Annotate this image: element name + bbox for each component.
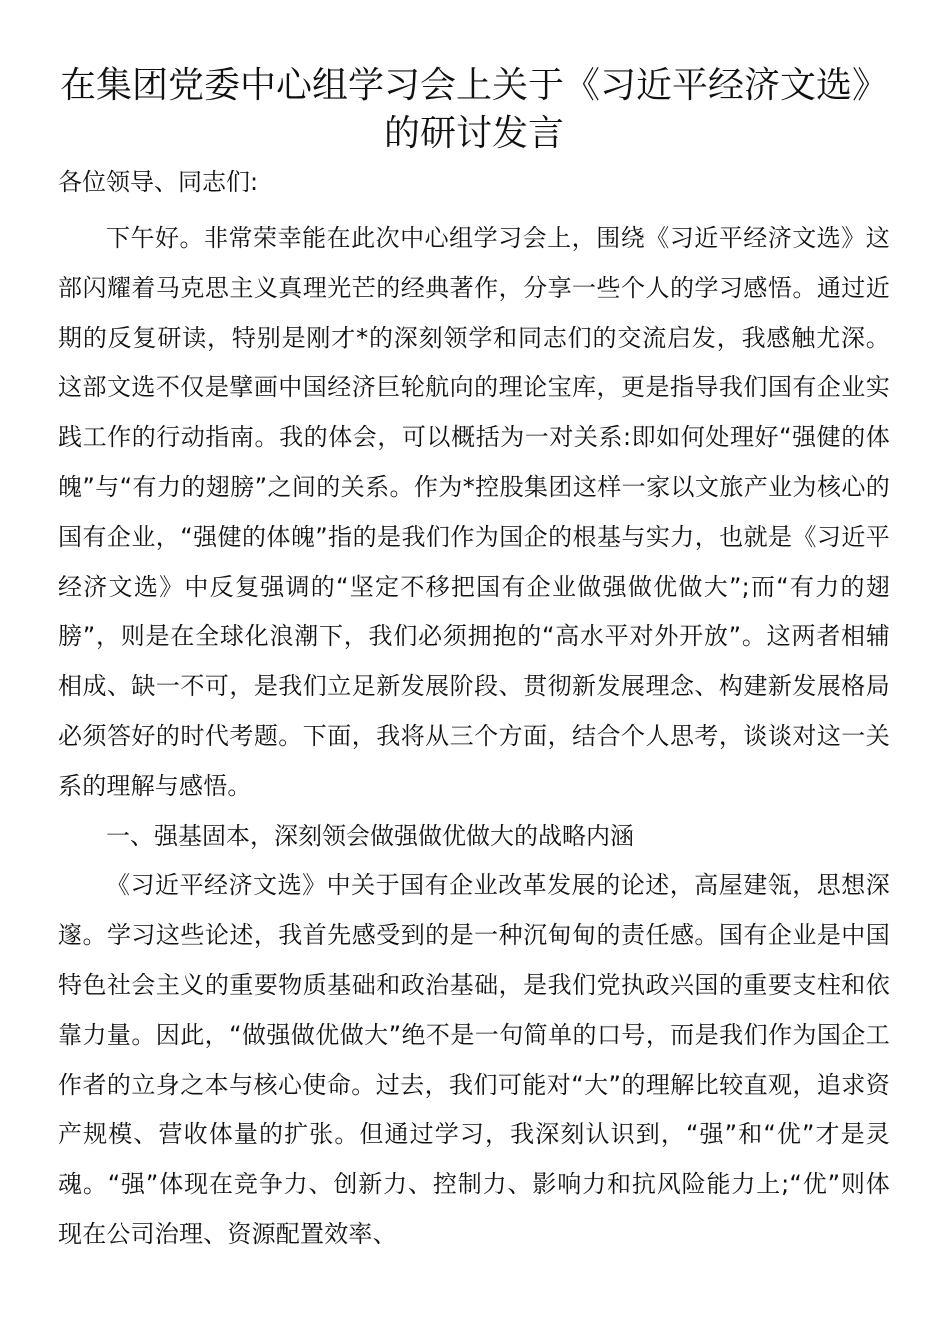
opening-paragraph: 下午好。非常荣幸能在此次中心组学习会上，围绕《习近平经济文选》这部闪耀着马克思主义真理光芒的经典著作，分享一些个人的学习感悟。通过近期的反复研读，特别是刚才*的深刻领学和同志们的交流启发，我感触尤深。这部文选不仅是擘画中国经济巨轮航向的理论宝库，更是指导我们国有企业实践工作的行动指南。我的体会，可以概括为一对关系:即如何处理好“强健的体魄”与“有力的翅膀”之间的关系。作为*控股集团这样一家以文旅产业为核心的国有企业，“强健的体魄”指的是我们作为国企的根基与实力，也就是《习近平经济文选》中反复强调的“坚定不移把国有企业做强做优做大”;而“有力的翅膀”，则是在全球化浪潮下，我们必须拥抱的“高水平对外开放”。这两者相辅相成、缺一不可，是我们立足新发展阶段、贯彻新发展理念、构建新发展格局必须答好的时代考题。下面，我将从三个方面，结合个人思考，谈谈对这一关系的理解与感悟。 [58,224,890,800]
salutation: 各位领导、同志们: [58,168,259,196]
section-1-heading: 一、强基固本，深刻领会做强做优做大的战略内涵 [106,821,634,850]
document-title-line-1: 在集团党委中心组学习会上关于《习近平经济文选》 [59,65,888,106]
section-1-paragraph: 《习近平经济文选》中关于国有企业改革发展的论述，高屋建瓴，思想深邃。学习这些论述，我首先感受到的是一种沉甸甸的责任感。国有企业是中国特色社会主义的重要物质基础和政治基础，是我们党执政兴国的重要支柱和依靠力量。因此，“做强做优做大”绝不是一句简单的口号，而是我们作为国企工作者的立身之本与核心使命。过去，我们可能对“大”的理解比较直观，追求资产规模、营收体量的扩张。但通过学习，我深刻认识到，“强”和“优”才是灵魂。“强”体现在竞争力、创新力、控制力、影响力和抗风险能力上;“优”则体现在公司治理、资源配置效率、 [58,871,890,1248]
document-title [58,62,890,158]
document-title-line-2: 的研讨发言 [383,113,564,154]
